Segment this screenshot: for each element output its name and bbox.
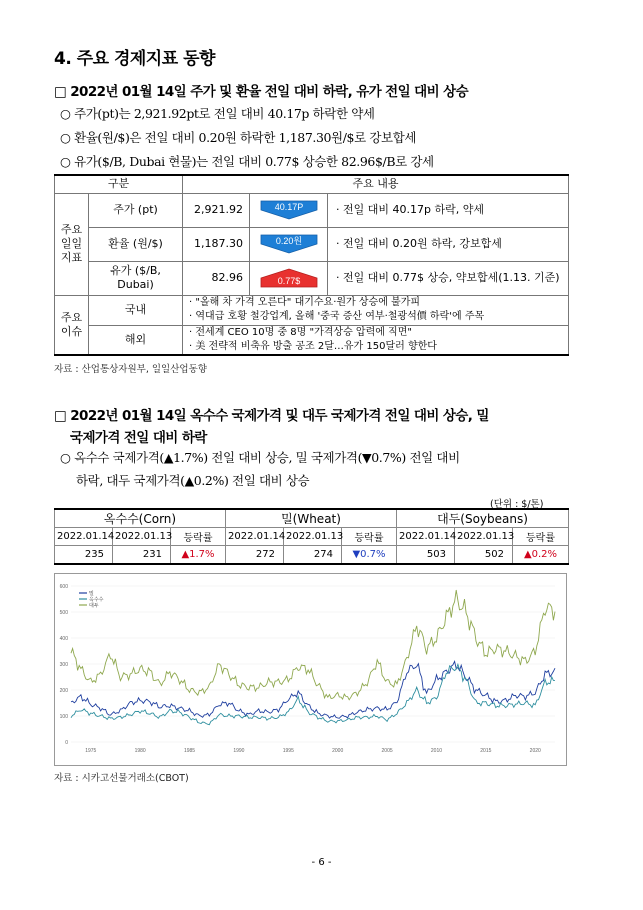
x-tick-label: 2010: [430, 748, 443, 754]
row-desc: · 전일 대비 0.20원 하락, 강보합세: [328, 227, 569, 261]
issue-line: · 美 전략적 비축유 방출 공조 2달…유가 150달러 향한다: [189, 340, 437, 352]
price-cell: 272: [226, 546, 284, 564]
rate-cell: ▲1.7%: [171, 546, 226, 564]
y-tick-label: 600: [59, 584, 68, 590]
price-cell: 503: [397, 546, 455, 564]
block1-heading: □ 2022년 01월 14일 주가 및 환율 전일 대비 하락, 유가 전일 대비 상승: [54, 84, 469, 100]
legend-label: 대두: [89, 603, 99, 609]
rate-header: 등락률: [342, 528, 397, 546]
row-desc: · 전일 대비 0.77$ 상승, 약보합세(1.13. 기준): [328, 261, 569, 295]
unit-label: (단위 : $/톤): [490, 499, 544, 510]
date-header: 2022.01.13: [113, 528, 171, 546]
x-tick-label: 2015: [480, 748, 492, 754]
issue-label: 해외: [89, 325, 183, 355]
price-cell: 235: [55, 546, 113, 564]
indicator-table: [54, 174, 569, 356]
rate-header: 등락률: [513, 528, 569, 546]
group-indicators: 주요 일일 지표: [55, 193, 89, 295]
row-value: 1,187.30: [183, 227, 250, 261]
block2-bullet-line2: 하락, 대두 국제가격(▲0.2%) 전일 대비 상승: [76, 473, 310, 488]
grain-price-chart: [54, 573, 567, 766]
series-line-대두: [71, 590, 555, 700]
row-value: 82.96: [183, 261, 250, 295]
price-cell: 274: [284, 546, 342, 564]
group-issues: 주요 이슈: [55, 295, 89, 355]
group-header-wheat: 밀(Wheat): [226, 509, 397, 528]
y-tick-label: 200: [59, 688, 68, 694]
issue-lines: [183, 295, 569, 325]
source-1: 자료 : 산업통상자원부, 일일산업동향: [54, 364, 207, 375]
grain-price-table: [54, 508, 569, 565]
block2-heading-line2: 국제가격 전일 대비 하락: [70, 430, 207, 446]
date-header: 2022.01.14: [226, 528, 284, 546]
group-header-corn: 옥수수(Corn): [55, 509, 226, 528]
change-text: 40.17P: [274, 202, 303, 212]
row-desc: · 전일 대비 40.17p 하락, 약세: [328, 193, 569, 227]
row-value: 2,921.92: [183, 193, 250, 227]
date-header: 2022.01.14: [397, 528, 455, 546]
issue-label: 국내: [89, 295, 183, 325]
block2-bullet-line1: ○ 옥수수 국제가격(▲1.7%) 전일 대비 상승, 밀 국제가격(▼0.7%) 전일 대비: [60, 450, 460, 465]
row-change: [250, 193, 328, 227]
y-tick-label: 500: [59, 610, 68, 616]
chart-svg: [55, 574, 566, 765]
row-change: [250, 227, 328, 261]
row-label: 환율 (원/$): [89, 227, 183, 261]
y-tick-label: 300: [59, 662, 68, 668]
row-label: 유가 ($/B, Dubai): [89, 261, 183, 295]
issue-line: · 역대급 호황 철강업계, 올해 '중국 증산 여부·철광석價 하락'에 주목: [189, 311, 485, 322]
change-text: 0.20원: [275, 236, 302, 246]
issue-line: · 전세계 CEO 10명 중 8명 "가격상승 압력에 직면": [189, 326, 412, 338]
issue-lines: [183, 325, 569, 355]
date-header: 2022.01.13: [284, 528, 342, 546]
x-tick-label: 2000: [332, 748, 344, 754]
price-cell: 502: [455, 546, 513, 564]
x-tick-label: 1990: [233, 748, 245, 754]
col-header-content: 주요 내용: [183, 175, 569, 193]
x-tick-label: 1975: [85, 748, 97, 754]
y-tick-label: 400: [59, 636, 68, 642]
date-header: 2022.01.14: [55, 528, 113, 546]
legend-label: 밀: [89, 591, 94, 597]
change-text: 0.77$: [277, 276, 300, 286]
bullet-stock: ○ 주가(pt)는 2,921.92pt로 전일 대비 40.17p 하락한 약세: [60, 106, 375, 121]
series-line-옥수수: [71, 664, 555, 724]
rate-cell: ▼0.7%: [342, 546, 397, 564]
x-tick-label: 2005: [381, 748, 393, 754]
x-tick-label: 1980: [134, 748, 146, 754]
page-number: - 6 -: [311, 857, 332, 868]
arrow-down-icon: [257, 234, 321, 254]
group-header-soybeans: 대두(Soybeans): [397, 509, 569, 528]
x-tick-label: 1985: [183, 748, 196, 754]
section-title: 4. 주요 경제지표 동향: [54, 49, 215, 69]
y-tick-label: 0: [65, 740, 68, 746]
price-cell: 231: [113, 546, 171, 564]
row-change: [250, 261, 328, 295]
legend-label: 옥수수: [89, 597, 104, 603]
source-2: 자료 : 시카고선물거래소(CBOT): [54, 773, 189, 784]
y-tick-label: 100: [59, 714, 68, 720]
bullet-exchange: ○ 환율(원/$)은 전일 대비 0.20원 하락한 1,187.30원/$로 강보합세: [60, 130, 417, 145]
rate-cell: ▲0.2%: [513, 546, 569, 564]
date-header: 2022.01.13: [455, 528, 513, 546]
bullet-oil: ○ 유가($/B, Dubai 현물)는 전일 대비 0.77$ 상승한 82.96$/B로 강세: [60, 154, 434, 169]
rate-header: 등락률: [171, 528, 226, 546]
arrow-down-icon: [257, 200, 321, 220]
row-label: 주가 (pt): [89, 193, 183, 227]
arrow-up-icon: [257, 268, 321, 288]
issue-line: · "올해 차 가격 오른다" 대기수요·원가 상승에 불가피: [189, 297, 421, 308]
x-tick-label: 2020: [529, 748, 541, 754]
block2-heading-line1: □ 2022년 01월 14일 옥수수 국제가격 및 대두 국제가격 전일 대비 상승, 밀: [54, 408, 489, 424]
col-header-category: 구분: [55, 175, 183, 193]
x-tick-label: 1995: [282, 748, 294, 754]
